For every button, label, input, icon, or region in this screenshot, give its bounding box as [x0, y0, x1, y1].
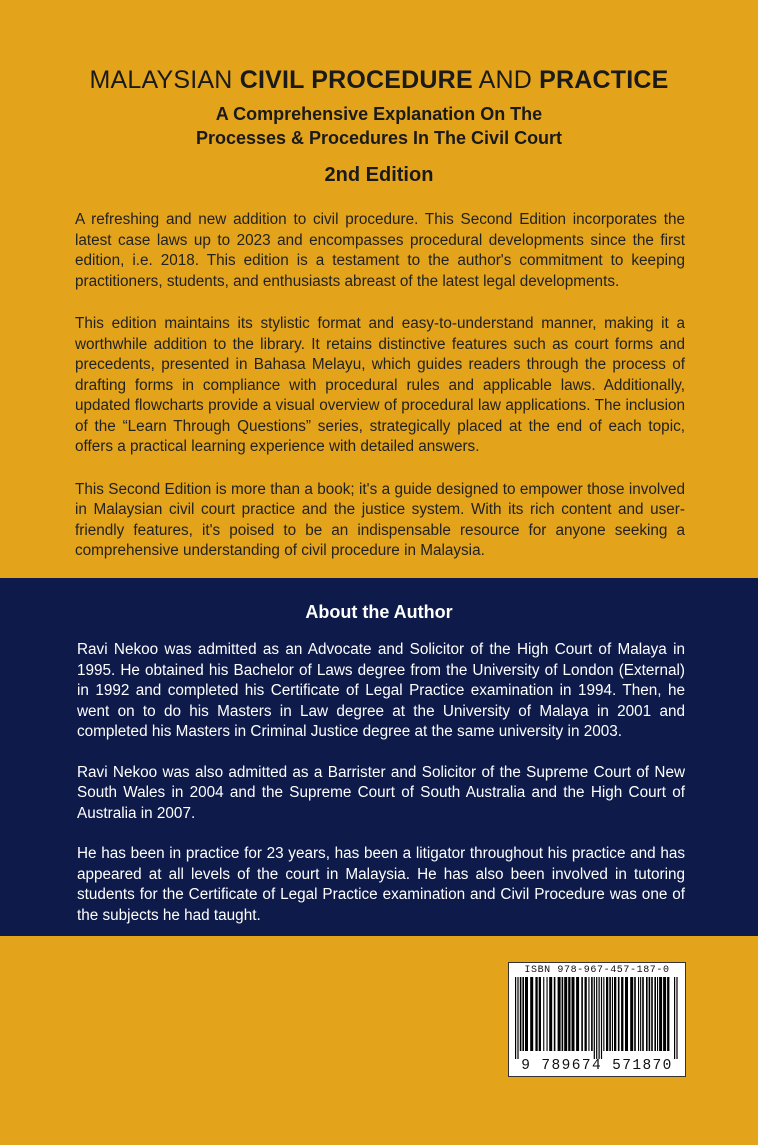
- barcode-bar: [654, 977, 656, 1051]
- barcode-bar: [525, 977, 528, 1051]
- barcode-bar: [576, 977, 579, 1051]
- barcode-bar: [651, 977, 653, 1051]
- edition-label: 2nd Edition: [324, 164, 434, 186]
- barcode-bar: [572, 977, 575, 1051]
- barcode-bar: [547, 977, 548, 1051]
- subtitle: [0, 102, 758, 150]
- barcode-bar: [603, 977, 604, 1051]
- blurb-paragraph: This Second Edition is more than a book; it's a guide designed to empower those involved in Malaysian civil court practice and the justice system. With its rich content and user-friendly features, it's poised to be an indispensable resource for anyone seeking a comprehensive understanding of civil procedure in Malaysia.: [75, 480, 685, 559]
- title-prefix: MALAYSIAN: [89, 66, 240, 94]
- barcode-bar: [642, 977, 644, 1051]
- barcode-bar: [612, 977, 613, 1051]
- barcode-bar: [599, 977, 600, 1059]
- barcode-bar: [520, 977, 522, 1051]
- book-title-block: [0, 64, 758, 187]
- barcode-bar: [539, 977, 541, 1051]
- title-mid: AND: [472, 66, 540, 94]
- author-paragraph: Ravi Nekoo was also admitted as a Barrister and Solicitor of the Supreme Court of New South Wales in 2004 and the Supreme Court of South Australia and the High Court of Australia in 2007.: [77, 763, 685, 822]
- barcode-bar: [549, 977, 552, 1051]
- about-author-band: [0, 578, 758, 936]
- isbn-label: ISBN 978-967-457-187-0: [524, 965, 670, 976]
- barcode-bar: [638, 977, 639, 1051]
- barcode-bar: [609, 977, 611, 1051]
- barcode-bar: [517, 977, 518, 1059]
- barcode-bar: [591, 977, 593, 1051]
- subtitle-line-2: Processes & Procedures In The Civil Court: [195, 128, 563, 148]
- barcode-digits: 9 789674 571870: [521, 1058, 673, 1074]
- about-author-text: [77, 640, 685, 946]
- main-title: [0, 64, 758, 96]
- barcode-bar: [606, 977, 608, 1051]
- title-bold-civil-procedure: CIVIL PROCEDURE: [239, 66, 473, 94]
- barcode-bar: [663, 977, 666, 1051]
- title-bold-practice: PRACTICE: [539, 66, 669, 94]
- barcode-bar: [564, 977, 567, 1051]
- barcode-bar: [588, 977, 589, 1051]
- barcode-bar: [581, 977, 583, 1051]
- barcode-bar: [543, 977, 544, 1051]
- barcode-bar: [621, 977, 623, 1051]
- author-paragraph: Ravi Nekoo was admitted as an Advocate and Solicitor of the High Court of Malaya in 1995. He obtained his Bachelor of Laws degree from the University of London (External) in 1992 and completed his Certificate of Legal Practice examination in 1994. Then, he went on to do his Masters in Law degree at the University of Malaya in 2001 and completed his Masters in Criminal Justice degree at the same university in 2003.: [77, 641, 685, 740]
- barcode-bar: [554, 977, 556, 1051]
- barcode-bar: [676, 977, 677, 1059]
- barcode-bar: [558, 977, 561, 1051]
- author-paragraph: He has been in practice for 23 years, has been a litigator throughout his practice and has appeared at all levels of the court in Malaysia. He has also been involved in tutoring students for the Certificate of Legal Practice examination and Civil Procedure was one of the subjects he had taught.: [77, 845, 685, 924]
- barcode-bar: [515, 977, 516, 1059]
- barcode-bar: [640, 977, 641, 1051]
- barcode-bar: [601, 977, 602, 1059]
- barcode-bar: [674, 977, 675, 1059]
- about-author-heading: About the Author: [305, 602, 453, 622]
- blurb-paragraph: A refreshing and new addition to civil procedure. This Second Edition incorporates the latest case laws up to 2023 and encompasses procedural developments since the first edition, i.e. 2018. This edition is a testament to the author's commitment to keeping practitioners, students, and enthusiasts abreast of the latest legal developments.: [75, 211, 685, 290]
- barcode-bar: [667, 977, 669, 1051]
- barcode-bar: [585, 977, 587, 1051]
- barcode-bar: [614, 977, 616, 1051]
- barcode-bar: [618, 977, 620, 1051]
- isbn-barcode: [508, 962, 686, 1077]
- barcode-bar: [594, 977, 595, 1059]
- subtitle-line-1: A Comprehensive Explanation On The: [215, 104, 543, 124]
- barcode-bar: [568, 977, 570, 1051]
- barcode-bar: [657, 977, 658, 1051]
- barcode-bars-icon: [513, 977, 681, 1059]
- barcode-bar: [659, 977, 662, 1051]
- barcode-bar: [646, 977, 648, 1051]
- blurb-text: [75, 210, 685, 584]
- barcode-bar: [630, 977, 633, 1051]
- barcode-bar: [649, 977, 651, 1051]
- blurb-paragraph: This edition maintains its stylistic format and easy-to-understand manner, making it a worthwhile addition to the library. It retains distinctive features such as court forms and precedents, presented in Bahasa Melayu, which guides readers through the process of drafting forms in compliance with procedural rules and applicable laws. Additionally, updated flowcharts provide a visual overview of procedural law applications. The inclusion of the “Learn Through Questions” series, strategically placed at the end of each topic, offers a practical learning experience with detailed answers.: [75, 315, 685, 455]
- barcode-bar: [625, 977, 628, 1051]
- barcode-bar: [522, 977, 524, 1051]
- barcode-bar: [530, 977, 533, 1051]
- barcode-bar: [535, 977, 537, 1051]
- barcode-bar: [596, 977, 597, 1059]
- barcode-bar: [562, 977, 564, 1051]
- barcode-bar: [634, 977, 636, 1051]
